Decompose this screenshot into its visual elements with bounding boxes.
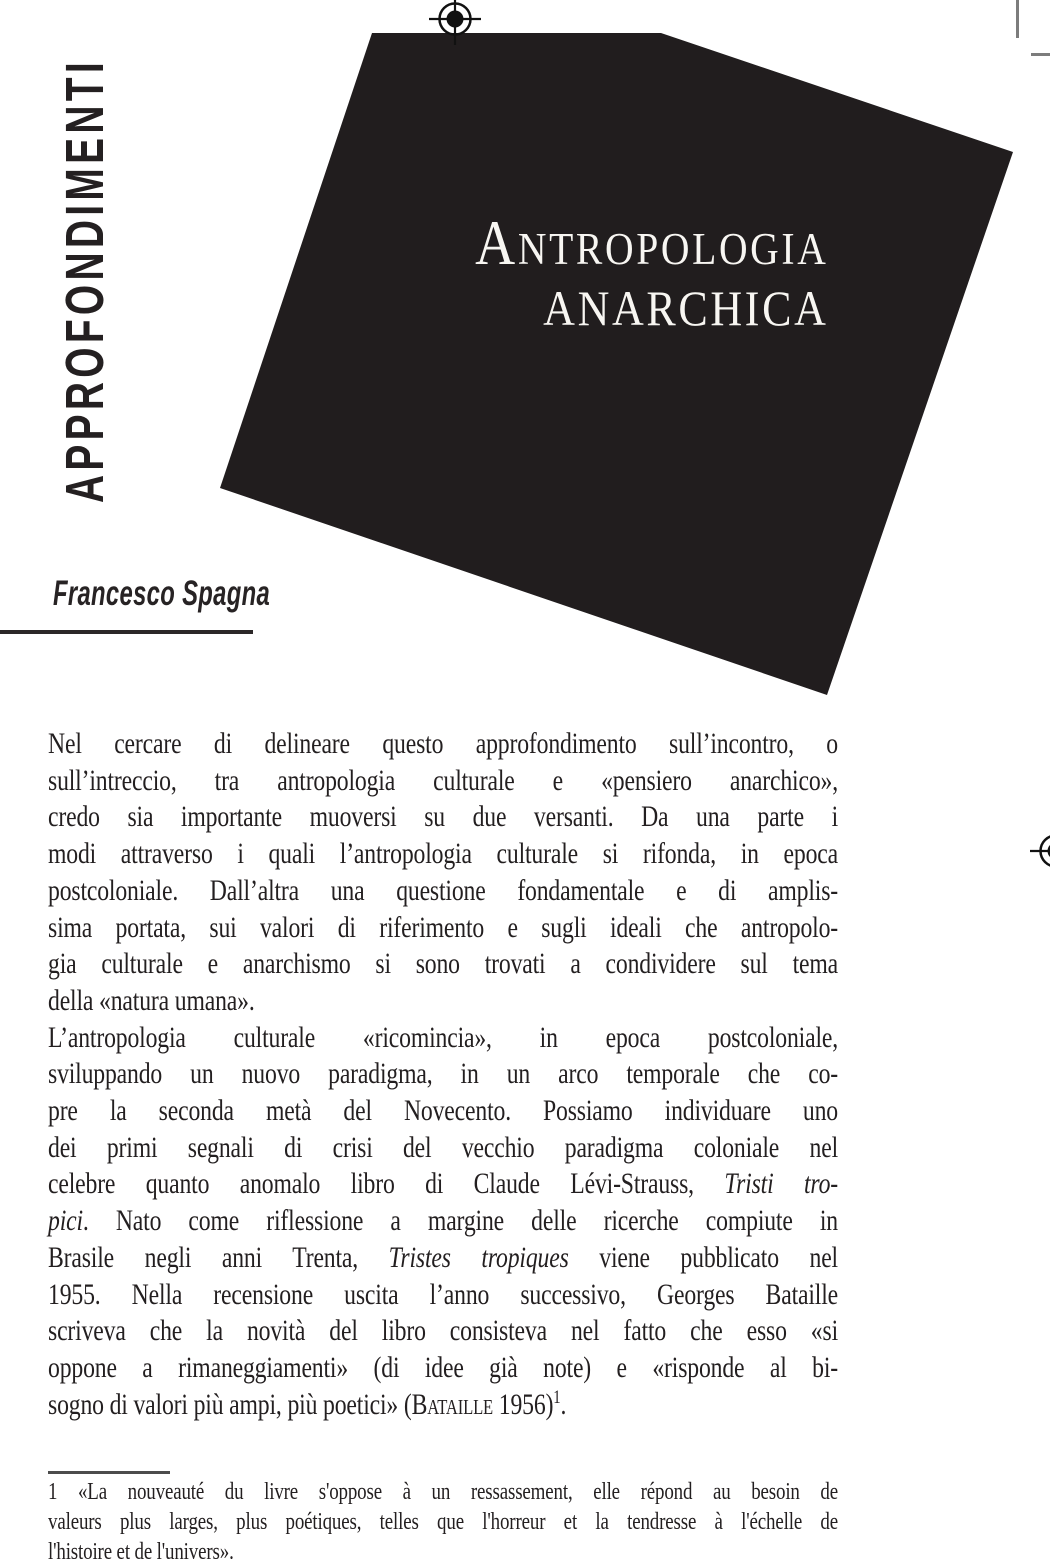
title-line-1 bbox=[474, 208, 828, 278]
author-rule bbox=[0, 630, 253, 634]
body-paragraph bbox=[48, 1477, 838, 1562]
title-line-1-rest: NTROPOLOGIA bbox=[517, 224, 828, 274]
text-line: celebre quanto anomalo libro di Claude Lévi-Strauss, Tristi tro- bbox=[48, 1167, 838, 1201]
footnote-rule bbox=[48, 1471, 170, 1474]
text-line: modi attraverso i quali l’antropologia culturale si rifonda, in epoca bbox=[48, 837, 838, 871]
text-line: sull’intreccio, tra antropologia culturale e «pensiero anarchico», bbox=[48, 763, 838, 797]
trim-mark-horizontal bbox=[1031, 53, 1050, 56]
body-text bbox=[48, 726, 838, 1423]
body-paragraph bbox=[48, 1020, 838, 1424]
text-line: pre la seconda metà del Novecento. Possiamo individuare uno bbox=[48, 1094, 838, 1128]
text-line: l'histoire et de l'univers». bbox=[48, 1539, 234, 1562]
text-line: L’antropologia culturale «ricomincia», in epoca postcoloniale, bbox=[48, 1020, 838, 1054]
section-label: APPROFONDIMENTI bbox=[55, 58, 115, 503]
footnote bbox=[48, 1477, 838, 1562]
text-line: credo sia importante muoversi su due versanti. Da una parte i bbox=[48, 800, 838, 834]
text-line: Brasile negli anni Trenta, Tristes tropiques viene pubblicato nel bbox=[48, 1240, 838, 1274]
text-line: dei primi segnali di crisi del vecchio paradigma coloniale nel bbox=[48, 1130, 838, 1164]
text-line: oppone a rimaneggiamenti» (di idee già note) e «risponde al bi- bbox=[48, 1350, 838, 1384]
text-line: gia culturale e anarchismo si sono trovati a condividere sul tema bbox=[48, 947, 838, 981]
text-line: sviluppando un nuovo paradigma, in un arco temporale che co- bbox=[48, 1057, 838, 1091]
body-paragraph bbox=[48, 726, 838, 1020]
registration-mark-icon bbox=[427, 0, 483, 47]
text-line: scriveva che la novità del libro consisteva nel fatto che esso «si bbox=[48, 1314, 838, 1348]
text-line: Nel cercare di delineare questo approfondimento sull’incontro, o bbox=[48, 727, 838, 760]
author-name: Francesco Spagna bbox=[53, 574, 271, 613]
registration-mark-icon bbox=[1028, 823, 1050, 879]
text-line: 1 «La nouveauté du livre s'oppose à un ressassement, elle répond au besoin de bbox=[48, 1479, 838, 1505]
trim-mark-vertical bbox=[1016, 0, 1019, 38]
text-line: sima portata, sui valori di riferimento e sugli ideali che antropolo- bbox=[48, 910, 838, 944]
text-line: valeurs plus larges, plus poétiques, telles que l'horreur et la tendresse à l'échelle de bbox=[48, 1509, 838, 1535]
text-line: 1955. Nella recensione uscita l’anno successivo, Georges Bataille bbox=[48, 1277, 838, 1311]
text-line: della «natura umana». bbox=[48, 983, 255, 1017]
title-initial: A bbox=[474, 208, 518, 278]
article-title bbox=[474, 208, 828, 340]
title-line-2: ANARCHICA bbox=[542, 280, 828, 336]
text-line: sogno di valori più ampi, più poetici» (Bataille 1956)$^1$. bbox=[48, 1386, 567, 1421]
text-line: pici. Nato come riflessione a margine delle ricerche compiute in bbox=[48, 1204, 838, 1238]
text-line: postcoloniale. Dall’altra una questione fondamentale e di amplis- bbox=[48, 873, 838, 907]
